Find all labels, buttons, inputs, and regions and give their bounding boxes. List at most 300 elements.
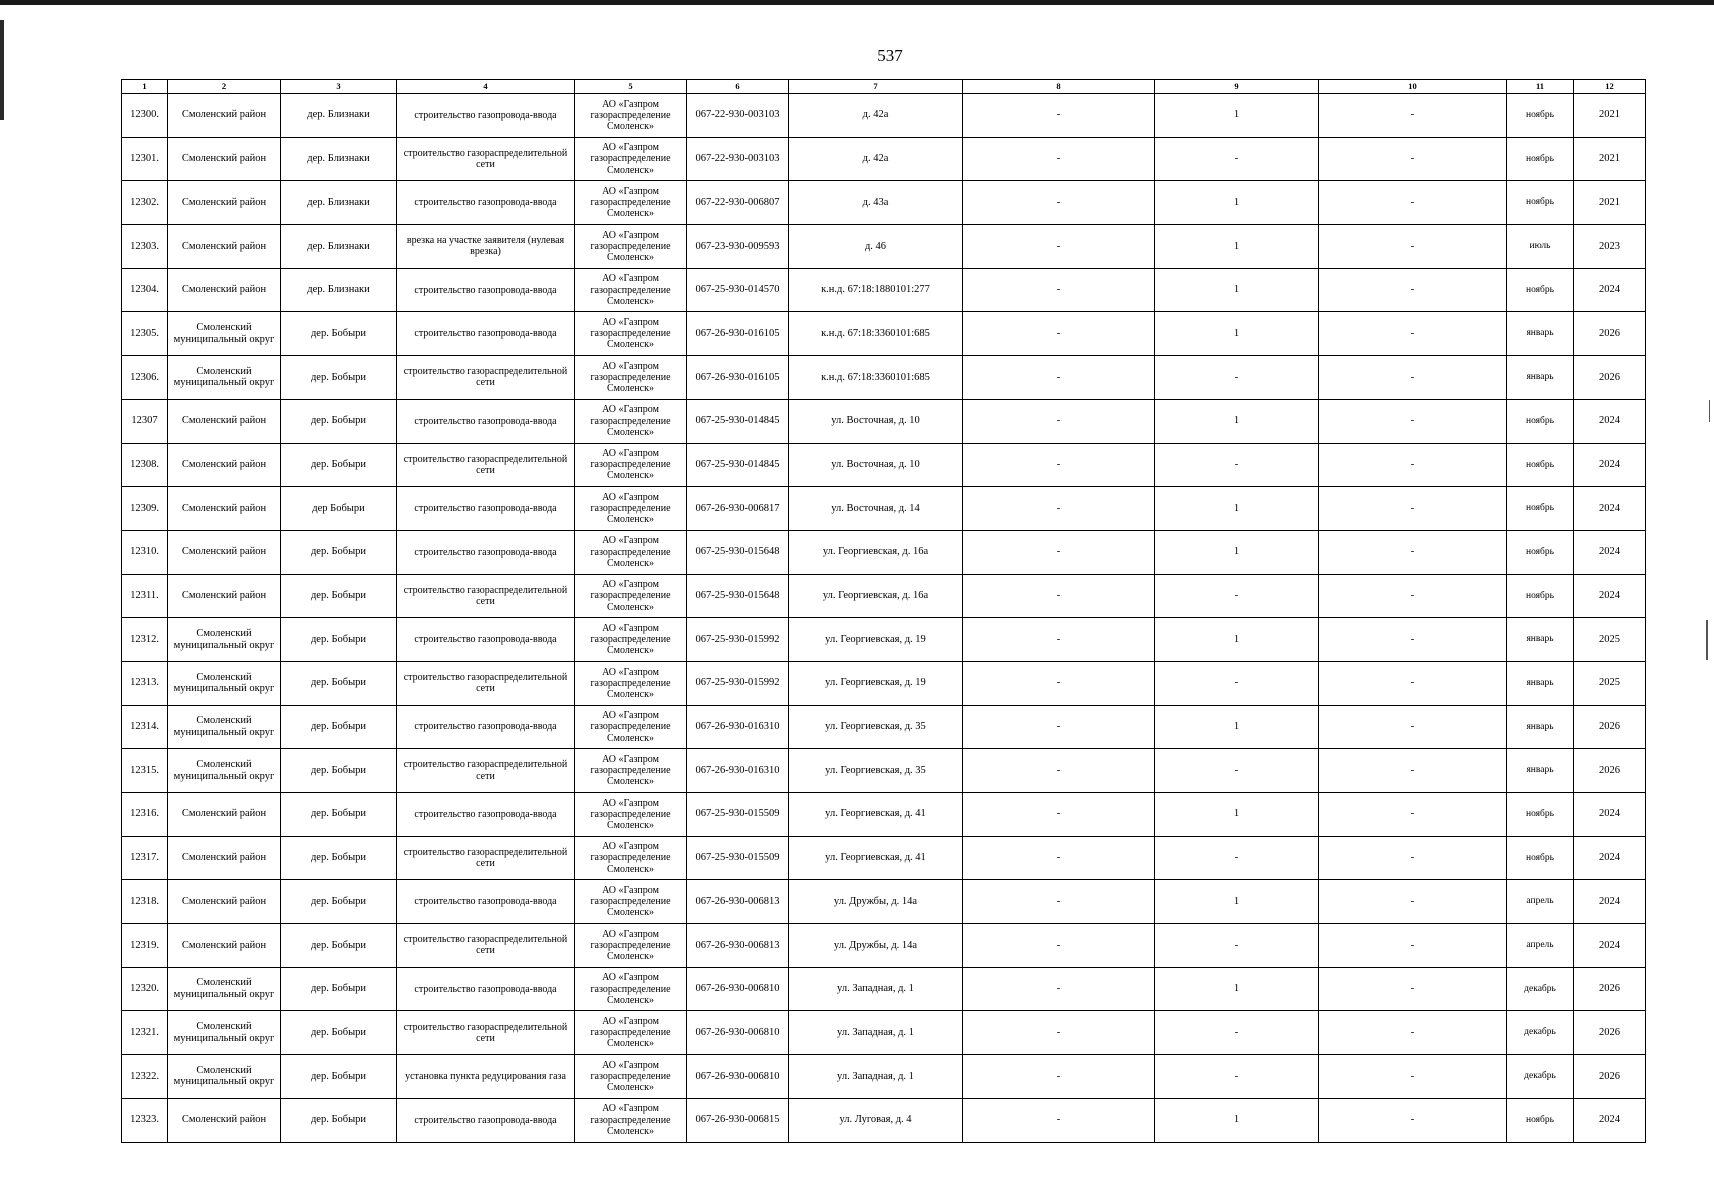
row-number-cell: 12304. <box>122 268 168 312</box>
year-cell: 2024 <box>1574 530 1646 574</box>
column-10-value-cell: - <box>1319 94 1507 138</box>
district-cell: Смоленский муниципальный округ <box>168 356 281 400</box>
row-number-cell: 12316. <box>122 793 168 837</box>
column-10-value-cell: - <box>1319 356 1507 400</box>
settlement-cell: дер. Бобыри <box>281 967 397 1011</box>
page-number: 537 <box>877 46 903 65</box>
column-header: 6 <box>687 80 789 94</box>
application-number-cell: 067-26-930-006817 <box>687 487 789 531</box>
table-row <box>122 487 1646 531</box>
column-9-value-cell: 1 <box>1155 1098 1319 1142</box>
work-type-cell: строительство газопровода-ввода <box>397 967 575 1011</box>
month-cell: ноябрь <box>1507 137 1574 181</box>
address-cell: ул. Восточная, д. 14 <box>789 487 963 531</box>
month-cell: январь <box>1507 749 1574 793</box>
work-type-cell: строительство газопровода-ввода <box>397 94 575 138</box>
work-type-cell: строительство газопровода-ввода <box>397 705 575 749</box>
organization-cell: АО «Газпром газораспределение Смоленск» <box>575 487 687 531</box>
column-header: 8 <box>963 80 1155 94</box>
organization-cell: АО «Газпром газораспределение Смоленск» <box>575 618 687 662</box>
column-10-value-cell: - <box>1319 967 1507 1011</box>
address-cell: ул. Георгиевская, д. 35 <box>789 749 963 793</box>
work-type-cell: строительство газораспределительной сети <box>397 443 575 487</box>
address-cell: к.н.д. 67:18:3360101:685 <box>789 356 963 400</box>
address-cell: д. 43а <box>789 181 963 225</box>
month-cell: январь <box>1507 705 1574 749</box>
organization-cell: АО «Газпром газораспределение Смоленск» <box>575 181 687 225</box>
table-row <box>122 705 1646 749</box>
application-number-cell: 067-26-930-006815 <box>687 1098 789 1142</box>
application-number-cell: 067-25-930-015509 <box>687 836 789 880</box>
table-row <box>122 967 1646 1011</box>
settlement-cell: дер. Бобыри <box>281 924 397 968</box>
month-cell: декабрь <box>1507 1011 1574 1055</box>
work-type-cell: строительство газораспределительной сети <box>397 137 575 181</box>
column-9-value-cell: 1 <box>1155 793 1319 837</box>
row-number-cell: 12313. <box>122 661 168 705</box>
month-cell: ноябрь <box>1507 487 1574 531</box>
row-number-cell: 12318. <box>122 880 168 924</box>
settlement-cell: дер. Бобыри <box>281 661 397 705</box>
month-cell: ноябрь <box>1507 399 1574 443</box>
application-number-cell: 067-22-930-003103 <box>687 94 789 138</box>
column-10-value-cell: - <box>1319 312 1507 356</box>
settlement-cell: дер. Бобыри <box>281 399 397 443</box>
district-cell: Смоленский муниципальный округ <box>168 705 281 749</box>
settlement-cell: дер. Бобыри <box>281 312 397 356</box>
address-cell: д. 42а <box>789 137 963 181</box>
address-cell: ул. Георгиевская, д. 19 <box>789 661 963 705</box>
year-cell: 2024 <box>1574 574 1646 618</box>
application-number-cell: 067-23-930-009593 <box>687 225 789 269</box>
settlement-cell: дер. Близнаки <box>281 225 397 269</box>
year-cell: 2024 <box>1574 268 1646 312</box>
column-9-value-cell: - <box>1155 749 1319 793</box>
column-8-value-cell: - <box>963 574 1155 618</box>
application-number-cell: 067-26-930-006813 <box>687 924 789 968</box>
column-9-value-cell: - <box>1155 661 1319 705</box>
application-number-cell: 067-26-930-016105 <box>687 312 789 356</box>
column-8-value-cell: - <box>963 312 1155 356</box>
column-9-value-cell: 1 <box>1155 94 1319 138</box>
column-8-value-cell: - <box>963 880 1155 924</box>
column-header: 11 <box>1507 80 1574 94</box>
organization-cell: АО «Газпром газораспределение Смоленск» <box>575 268 687 312</box>
scan-left-edge <box>0 20 4 120</box>
work-type-cell: установка пункта редуцирования газа <box>397 1055 575 1099</box>
table-row <box>122 836 1646 880</box>
organization-cell: АО «Газпром газораспределение Смоленск» <box>575 356 687 400</box>
column-9-value-cell: 1 <box>1155 618 1319 662</box>
row-number-cell: 12312. <box>122 618 168 662</box>
organization-cell: АО «Газпром газораспределение Смоленск» <box>575 399 687 443</box>
month-cell: ноябрь <box>1507 530 1574 574</box>
column-8-value-cell: - <box>963 618 1155 662</box>
settlement-cell: дер. Бобыри <box>281 1055 397 1099</box>
month-cell: ноябрь <box>1507 1098 1574 1142</box>
district-cell: Смоленский район <box>168 268 281 312</box>
settlement-cell: дер. Бобыри <box>281 1011 397 1055</box>
column-9-value-cell: - <box>1155 1055 1319 1099</box>
organization-cell: АО «Газпром газораспределение Смоленск» <box>575 137 687 181</box>
settlement-cell: дер. Бобыри <box>281 880 397 924</box>
organization-cell: АО «Газпром газораспределение Смоленск» <box>575 705 687 749</box>
organization-cell: АО «Газпром газораспределение Смоленск» <box>575 661 687 705</box>
work-type-cell: строительство газопровода-ввода <box>397 530 575 574</box>
organization-cell: АО «Газпром газораспределение Смоленск» <box>575 574 687 618</box>
scan-top-edge <box>0 0 1714 5</box>
column-10-value-cell: - <box>1319 705 1507 749</box>
settlement-cell: дер. Бобыри <box>281 836 397 880</box>
column-header: 1 <box>122 80 168 94</box>
column-8-value-cell: - <box>963 137 1155 181</box>
year-cell: 2024 <box>1574 487 1646 531</box>
year-cell: 2021 <box>1574 94 1646 138</box>
column-9-value-cell: 1 <box>1155 399 1319 443</box>
column-8-value-cell: - <box>963 268 1155 312</box>
year-cell: 2024 <box>1574 880 1646 924</box>
table-row <box>122 1011 1646 1055</box>
column-number-row <box>122 80 1646 94</box>
table-row <box>122 793 1646 837</box>
row-number-cell: 12323. <box>122 1098 168 1142</box>
column-8-value-cell: - <box>963 749 1155 793</box>
table-body <box>122 94 1646 1143</box>
column-10-value-cell: - <box>1319 443 1507 487</box>
work-type-cell: строительство газораспределительной сети <box>397 924 575 968</box>
row-number-cell: 12301. <box>122 137 168 181</box>
district-cell: Смоленский район <box>168 1098 281 1142</box>
row-number-cell: 12319. <box>122 924 168 968</box>
district-cell: Смоленский муниципальный округ <box>168 967 281 1011</box>
column-9-value-cell: 1 <box>1155 967 1319 1011</box>
table-row <box>122 530 1646 574</box>
column-10-value-cell: - <box>1319 268 1507 312</box>
row-number-cell: 12308. <box>122 443 168 487</box>
column-10-value-cell: - <box>1319 836 1507 880</box>
column-10-value-cell: - <box>1319 487 1507 531</box>
column-header: 7 <box>789 80 963 94</box>
district-cell: Смоленский район <box>168 836 281 880</box>
month-cell: ноябрь <box>1507 268 1574 312</box>
organization-cell: АО «Газпром газораспределение Смоленск» <box>575 225 687 269</box>
district-cell: Смоленский район <box>168 530 281 574</box>
column-10-value-cell: - <box>1319 924 1507 968</box>
organization-cell: АО «Газпром газораспределение Смоленск» <box>575 1055 687 1099</box>
work-type-cell: строительство газопровода-ввода <box>397 487 575 531</box>
scan-artifact-mark <box>1709 400 1710 422</box>
month-cell: июль <box>1507 225 1574 269</box>
district-cell: Смоленский муниципальный округ <box>168 312 281 356</box>
column-10-value-cell: - <box>1319 749 1507 793</box>
column-9-value-cell: 1 <box>1155 530 1319 574</box>
column-8-value-cell: - <box>963 225 1155 269</box>
district-cell: Смоленский район <box>168 443 281 487</box>
table-row <box>122 574 1646 618</box>
column-8-value-cell: - <box>963 356 1155 400</box>
application-number-cell: 067-25-930-015992 <box>687 661 789 705</box>
column-9-value-cell: 1 <box>1155 181 1319 225</box>
column-9-value-cell: - <box>1155 137 1319 181</box>
column-10-value-cell: - <box>1319 1098 1507 1142</box>
settlement-cell: дер. Бобыри <box>281 793 397 837</box>
column-10-value-cell: - <box>1319 661 1507 705</box>
table-row <box>122 268 1646 312</box>
address-cell: ул. Дружбы, д. 14а <box>789 880 963 924</box>
year-cell: 2021 <box>1574 137 1646 181</box>
organization-cell: АО «Газпром газораспределение Смоленск» <box>575 94 687 138</box>
column-10-value-cell: - <box>1319 880 1507 924</box>
district-cell: Смоленский муниципальный округ <box>168 749 281 793</box>
column-9-value-cell: 1 <box>1155 880 1319 924</box>
column-9-value-cell: - <box>1155 574 1319 618</box>
table-row <box>122 1098 1646 1142</box>
settlement-cell: дер. Близнаки <box>281 268 397 312</box>
row-number-cell: 12303. <box>122 225 168 269</box>
work-type-cell: строительство газопровода-ввода <box>397 312 575 356</box>
district-cell: Смоленский муниципальный округ <box>168 618 281 662</box>
row-number-cell: 12314. <box>122 705 168 749</box>
column-10-value-cell: - <box>1319 1055 1507 1099</box>
work-type-cell: строительство газораспределительной сети <box>397 1011 575 1055</box>
column-header: 3 <box>281 80 397 94</box>
column-10-value-cell: - <box>1319 225 1507 269</box>
year-cell: 2026 <box>1574 1055 1646 1099</box>
address-cell: ул. Западная, д. 1 <box>789 1011 963 1055</box>
address-cell: ул. Западная, д. 1 <box>789 1055 963 1099</box>
row-number-cell: 12320. <box>122 967 168 1011</box>
district-cell: Смоленский район <box>168 137 281 181</box>
table-row <box>122 749 1646 793</box>
application-number-cell: 067-26-930-016310 <box>687 705 789 749</box>
row-number-cell: 12300. <box>122 94 168 138</box>
column-10-value-cell: - <box>1319 181 1507 225</box>
month-cell: ноябрь <box>1507 836 1574 880</box>
table-row <box>122 137 1646 181</box>
column-10-value-cell: - <box>1319 574 1507 618</box>
organization-cell: АО «Газпром газораспределение Смоленск» <box>575 312 687 356</box>
address-cell: ул. Георгиевская, д. 41 <box>789 793 963 837</box>
column-header: 4 <box>397 80 575 94</box>
table-row <box>122 312 1646 356</box>
year-cell: 2026 <box>1574 312 1646 356</box>
work-type-cell: строительство газопровода-ввода <box>397 181 575 225</box>
application-number-cell: 067-25-930-015992 <box>687 618 789 662</box>
row-number-cell: 12309. <box>122 487 168 531</box>
settlement-cell: дер. Близнаки <box>281 181 397 225</box>
month-cell: ноябрь <box>1507 793 1574 837</box>
work-type-cell: строительство газопровода-ввода <box>397 399 575 443</box>
month-cell: январь <box>1507 661 1574 705</box>
row-number-cell: 12317. <box>122 836 168 880</box>
table-row <box>122 443 1646 487</box>
registry-table <box>121 79 1646 1143</box>
work-type-cell: строительство газораспределительной сети <box>397 661 575 705</box>
row-number-cell: 12302. <box>122 181 168 225</box>
organization-cell: АО «Газпром газораспределение Смоленск» <box>575 530 687 574</box>
settlement-cell: дер Бобыри <box>281 487 397 531</box>
column-8-value-cell: - <box>963 924 1155 968</box>
address-cell: ул. Западная, д. 1 <box>789 967 963 1011</box>
column-8-value-cell: - <box>963 793 1155 837</box>
column-8-value-cell: - <box>963 94 1155 138</box>
column-10-value-cell: - <box>1319 618 1507 662</box>
column-8-value-cell: - <box>963 836 1155 880</box>
column-10-value-cell: - <box>1319 793 1507 837</box>
work-type-cell: строительство газопровода-ввода <box>397 268 575 312</box>
district-cell: Смоленский муниципальный округ <box>168 661 281 705</box>
work-type-cell: строительство газопровода-ввода <box>397 1098 575 1142</box>
application-number-cell: 067-26-930-016310 <box>687 749 789 793</box>
address-cell: к.н.д. 67:18:1880101:277 <box>789 268 963 312</box>
column-8-value-cell: - <box>963 487 1155 531</box>
column-10-value-cell: - <box>1319 530 1507 574</box>
work-type-cell: строительство газопровода-ввода <box>397 618 575 662</box>
settlement-cell: дер. Близнаки <box>281 94 397 138</box>
row-number-cell: 12305. <box>122 312 168 356</box>
address-cell: ул. Георгиевская, д. 16а <box>789 574 963 618</box>
month-cell: январь <box>1507 312 1574 356</box>
column-8-value-cell: - <box>963 1055 1155 1099</box>
row-number-cell: 12321. <box>122 1011 168 1055</box>
column-9-value-cell: - <box>1155 443 1319 487</box>
row-number-cell: 12306. <box>122 356 168 400</box>
district-cell: Смоленский район <box>168 94 281 138</box>
column-9-value-cell: - <box>1155 356 1319 400</box>
month-cell: январь <box>1507 356 1574 400</box>
table-row <box>122 94 1646 138</box>
year-cell: 2024 <box>1574 924 1646 968</box>
column-header: 12 <box>1574 80 1646 94</box>
column-8-value-cell: - <box>963 967 1155 1011</box>
column-9-value-cell: 1 <box>1155 225 1319 269</box>
organization-cell: АО «Газпром газораспределение Смоленск» <box>575 1011 687 1055</box>
month-cell: январь <box>1507 618 1574 662</box>
work-type-cell: строительство газораспределительной сети <box>397 356 575 400</box>
table-row <box>122 1055 1646 1099</box>
column-8-value-cell: - <box>963 1011 1155 1055</box>
organization-cell: АО «Газпром газораспределение Смоленск» <box>575 836 687 880</box>
work-type-cell: врезка на участке заявителя (нулевая врезка) <box>397 225 575 269</box>
column-8-value-cell: - <box>963 399 1155 443</box>
column-header: 10 <box>1319 80 1507 94</box>
work-type-cell: строительство газораспределительной сети <box>397 836 575 880</box>
settlement-cell: дер. Бобыри <box>281 749 397 793</box>
address-cell: ул. Дружбы, д. 14а <box>789 924 963 968</box>
application-number-cell: 067-26-930-016105 <box>687 356 789 400</box>
organization-cell: АО «Газпром газораспределение Смоленск» <box>575 880 687 924</box>
month-cell: декабрь <box>1507 1055 1574 1099</box>
year-cell: 2024 <box>1574 1098 1646 1142</box>
column-9-value-cell: 1 <box>1155 487 1319 531</box>
year-cell: 2024 <box>1574 836 1646 880</box>
application-number-cell: 067-25-930-015648 <box>687 574 789 618</box>
application-number-cell: 067-25-930-014845 <box>687 399 789 443</box>
year-cell: 2024 <box>1574 399 1646 443</box>
address-cell: к.н.д. 67:18:3360101:685 <box>789 312 963 356</box>
column-8-value-cell: - <box>963 705 1155 749</box>
year-cell: 2026 <box>1574 705 1646 749</box>
month-cell: апрель <box>1507 880 1574 924</box>
year-cell: 2026 <box>1574 749 1646 793</box>
year-cell: 2023 <box>1574 225 1646 269</box>
table-row <box>122 399 1646 443</box>
table-row <box>122 356 1646 400</box>
work-type-cell: строительство газопровода-ввода <box>397 793 575 837</box>
column-header: 2 <box>168 80 281 94</box>
column-9-value-cell: 1 <box>1155 268 1319 312</box>
month-cell: ноябрь <box>1507 574 1574 618</box>
application-number-cell: 067-22-930-003103 <box>687 137 789 181</box>
year-cell: 2025 <box>1574 618 1646 662</box>
month-cell: декабрь <box>1507 967 1574 1011</box>
row-number-cell: 12311. <box>122 574 168 618</box>
work-type-cell: строительство газопровода-ввода <box>397 880 575 924</box>
year-cell: 2026 <box>1574 967 1646 1011</box>
application-number-cell: 067-26-930-006810 <box>687 1055 789 1099</box>
column-9-value-cell: - <box>1155 924 1319 968</box>
month-cell: ноябрь <box>1507 443 1574 487</box>
work-type-cell: строительство газораспределительной сети <box>397 574 575 618</box>
year-cell: 2026 <box>1574 356 1646 400</box>
address-cell: ул. Георгиевская, д. 35 <box>789 705 963 749</box>
settlement-cell: дер. Бобыри <box>281 1098 397 1142</box>
work-type-cell: строительство газораспределительной сети <box>397 749 575 793</box>
application-number-cell: 067-26-930-006810 <box>687 967 789 1011</box>
column-10-value-cell: - <box>1319 137 1507 181</box>
address-cell: ул. Георгиевская, д. 16а <box>789 530 963 574</box>
address-cell: ул. Луговая, д. 4 <box>789 1098 963 1142</box>
year-cell: 2024 <box>1574 443 1646 487</box>
district-cell: Смоленский район <box>168 181 281 225</box>
district-cell: Смоленский муниципальный округ <box>168 1011 281 1055</box>
year-cell: 2026 <box>1574 1011 1646 1055</box>
month-cell: ноябрь <box>1507 94 1574 138</box>
organization-cell: АО «Газпром газораспределение Смоленск» <box>575 749 687 793</box>
column-10-value-cell: - <box>1319 1011 1507 1055</box>
month-cell: ноябрь <box>1507 181 1574 225</box>
application-number-cell: 067-25-930-015648 <box>687 530 789 574</box>
address-cell: д. 46 <box>789 225 963 269</box>
district-cell: Смоленский район <box>168 225 281 269</box>
district-cell: Смоленский муниципальный округ <box>168 1055 281 1099</box>
settlement-cell: дер. Бобыри <box>281 705 397 749</box>
scan-artifact-mark <box>1706 620 1708 660</box>
address-cell: ул. Восточная, д. 10 <box>789 443 963 487</box>
organization-cell: АО «Газпром газораспределение Смоленск» <box>575 924 687 968</box>
district-cell: Смоленский район <box>168 924 281 968</box>
district-cell: Смоленский район <box>168 487 281 531</box>
settlement-cell: дер. Близнаки <box>281 137 397 181</box>
column-8-value-cell: - <box>963 661 1155 705</box>
application-number-cell: 067-25-930-014570 <box>687 268 789 312</box>
row-number-cell: 12307 <box>122 399 168 443</box>
application-number-cell: 067-25-930-015509 <box>687 793 789 837</box>
settlement-cell: дер. Бобыри <box>281 356 397 400</box>
settlement-cell: дер. Бобыри <box>281 618 397 662</box>
column-8-value-cell: - <box>963 443 1155 487</box>
application-number-cell: 067-25-930-014845 <box>687 443 789 487</box>
address-cell: ул. Георгиевская, д. 19 <box>789 618 963 662</box>
settlement-cell: дер. Бобыри <box>281 530 397 574</box>
organization-cell: АО «Газпром газораспределение Смоленск» <box>575 443 687 487</box>
table-row <box>122 618 1646 662</box>
application-number-cell: 067-22-930-006807 <box>687 181 789 225</box>
row-number-cell: 12322. <box>122 1055 168 1099</box>
table-row <box>122 880 1646 924</box>
district-cell: Смоленский район <box>168 574 281 618</box>
column-header: 5 <box>575 80 687 94</box>
